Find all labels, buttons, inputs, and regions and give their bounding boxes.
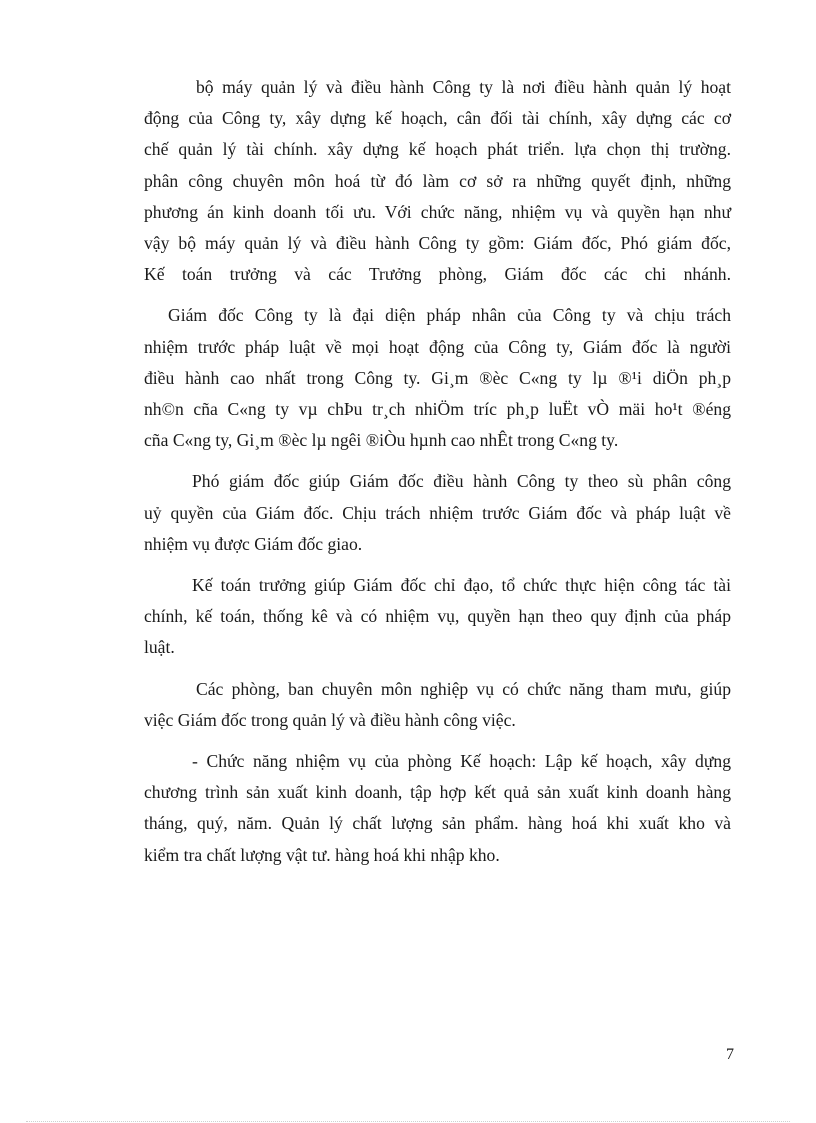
text-line: phân công chuyên môn hoá từ đó làm cơ sở ra những quyết định, những: [144, 170, 731, 191]
text-line: Kế toán trưởng và các Trưởng phòng, Giám đốc các chi nhánh.: [144, 264, 731, 285]
text-line: kiểm tra chất lượng vật tư. hàng hoá khi nhập kho.: [144, 844, 500, 865]
text-line: Giám đốc Công ty là đại diện pháp nhân của Công ty và chịu trách: [168, 305, 731, 326]
text-line: cña C«ng ty, Gi¸m ®èc lµ ngêi ®iÒu hµnh cao nhÊt trong C«ng ty.: [144, 430, 619, 451]
text-line: vậy bộ máy quản lý và điều hành Công ty gồm: Giám đốc, Phó giám đốc,: [144, 233, 731, 254]
text-line: phương án kinh doanh tối ưu. Với chức năng, nhiệm vụ và quyền hạn như: [144, 201, 731, 222]
paragraph-departments: [144, 674, 731, 736]
text-line: Các phòng, ban chuyên môn nghiệp vụ có chức năng tham mưu, giúp: [196, 678, 731, 699]
text-line: bộ máy quản lý và điều hành Công ty là nơi điều hành quản lý hoạt: [196, 77, 731, 97]
page-number: 7: [726, 1046, 734, 1063]
text-line: tháng, quý, năm. Quản lý chất lượng sản phẩm. hàng hoá khi xuất kho và: [144, 813, 731, 834]
text-line: động của Công ty, xây dựng kế hoạch, cân đối tài chính, xây dựng các cơ: [144, 108, 731, 129]
text-line: việc Giám đốc trong quản lý và điều hành công việc.: [144, 709, 516, 730]
text-line: luật.: [144, 637, 175, 658]
text-line: chương trình sản xuất kinh doanh, tập hợp kết quả sản xuất kinh doanh hàng: [144, 782, 731, 803]
page-bottom-divider: [26, 1121, 790, 1122]
text-line: chính, kế toán, thống kê và có nhiệm vụ, quyền hạn theo quy định của pháp: [144, 606, 731, 627]
paragraph-management-structure: [144, 72, 731, 290]
text-line: nhiệm trước pháp luật về mọi hoạt động của Công ty, Giám đốc là người: [144, 336, 731, 357]
text-line: uỷ quyền của Giám đốc. Chịu trách nhiệm trước Giám đốc và pháp luật về: [144, 502, 731, 523]
document-body: [144, 72, 731, 871]
text-line: nhiệm vụ được Giám đốc giao.: [144, 533, 363, 554]
text-line: nh©n cña C«ng ty vµ chÞu tr¸ch nhiÖm tríc ph¸p luËt vÒ mäi ho¹t ®éng: [144, 399, 731, 420]
text-line: Phó giám đốc giúp Giám đốc điều hành Công ty theo sù phân công: [192, 471, 731, 492]
paragraph-chief-accountant: [144, 570, 731, 664]
text-line: Kế toán trưởng giúp Giám đốc chỉ đạo, tổ chức thực hiện công tác tài: [192, 575, 731, 596]
text-line: - Chức năng nhiệm vụ của phòng Kế hoạch: Lập kế hoạch, xây dựng: [192, 751, 731, 772]
paragraph-deputy-director: [144, 466, 731, 560]
text-line: điều hành cao nhất trong Công ty. Gi¸m ®èc C«ng ty lµ ®¹i diÖn ph¸p: [144, 367, 731, 388]
paragraph-director: [144, 300, 731, 456]
text-line: chế quản lý tài chính. xây dựng kế hoạch phát triển. lựa chọn thị trường.: [144, 139, 731, 160]
paragraph-planning-department: [144, 746, 731, 871]
